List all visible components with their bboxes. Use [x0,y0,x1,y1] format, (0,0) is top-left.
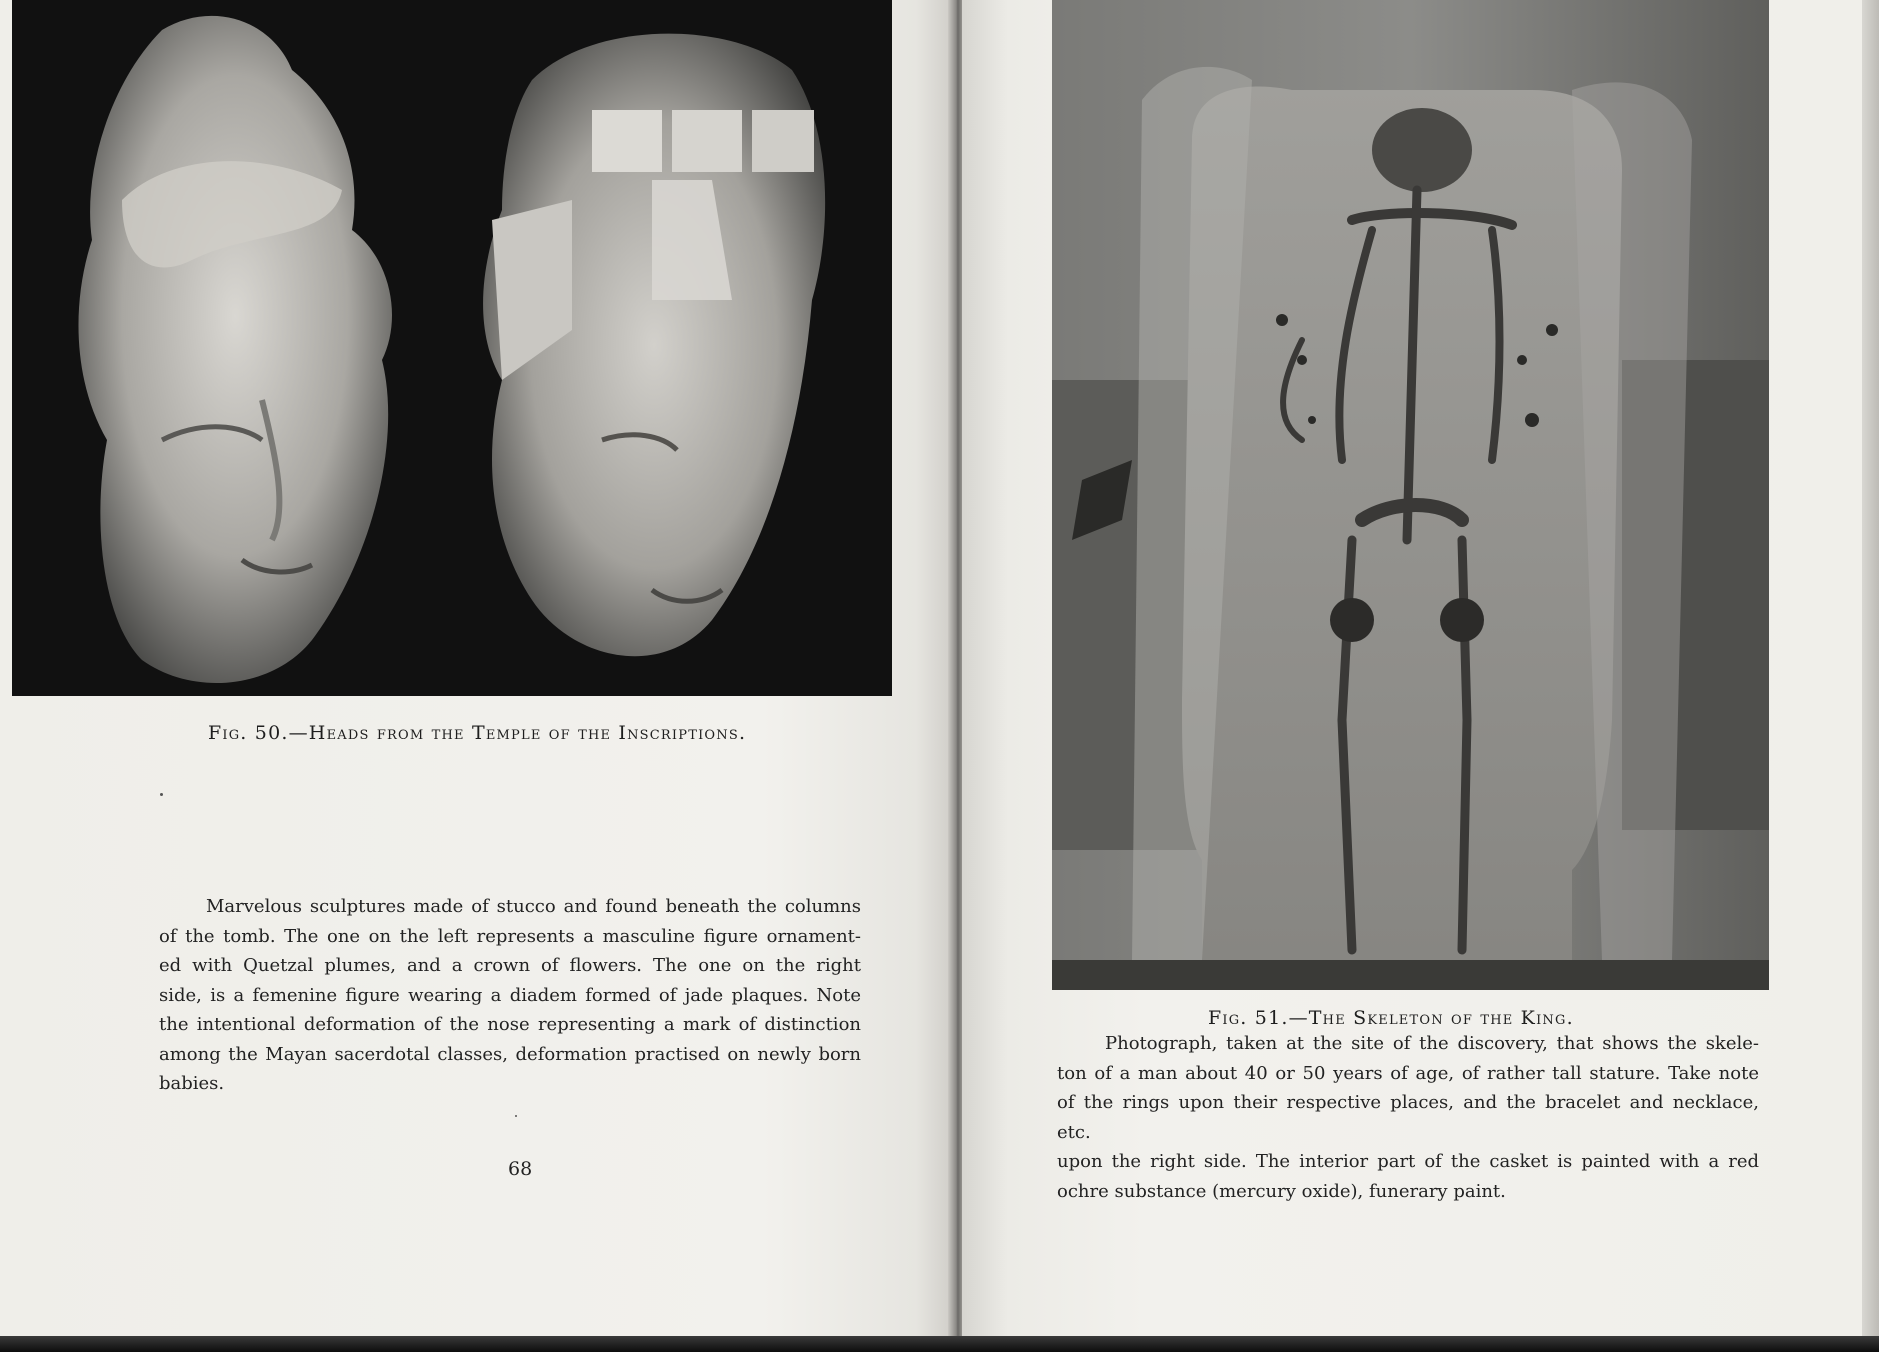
print-speck [160,793,163,796]
figure-50-photo [12,0,892,696]
text-line: ton of a man about 40 or 50 years of age, of rather tall stature. Take note [1057,1062,1759,1084]
figure-51-caption: Fig. 51.—The Skeleton of the King. [1208,1007,1574,1029]
text-line: Marvelous sculptures made of stucco and found beneath the columns [206,896,861,917]
text-line: the intentional deformation of the nose representing a mark of distinction [159,1014,861,1035]
text-line: Photograph, taken at the site of the discovery, that shows the skele- [1105,1033,1759,1054]
page-edge [1862,0,1879,1340]
print-speck [515,1115,517,1117]
text-line: of the rings upon their respective places, and the bracelet and necklace, etc. [1057,1092,1759,1143]
figure-50-caption: Fig. 50.—Heads from the Temple of the Inscriptions. [208,722,747,744]
figure-51-photo [1052,0,1769,990]
text-line: ochre substance (mercury oxide), funerary paint. [1057,1180,1506,1202]
page-number: 68 [508,1158,533,1180]
text-line: among the Mayan sacerdotal classes, deformation practised on newly born [159,1043,861,1065]
text-line: of the tomb. The one on the left represents a masculine figure ornament- [159,925,861,947]
text-line: side, is a femenine figure wearing a diadem formed of jade plaques. Note [159,984,861,1006]
text-line: upon the right side. The interior part of the casket is painted with a red [1057,1151,1759,1172]
figure-50-description [159,892,861,1099]
scan-bottom-edge [0,1336,1879,1352]
text-line: ed with Quetzal plumes, and a crown of flowers. The one on the right [159,955,861,976]
figure-51-description [1057,1029,1759,1206]
text-line: babies. [159,1073,225,1094]
